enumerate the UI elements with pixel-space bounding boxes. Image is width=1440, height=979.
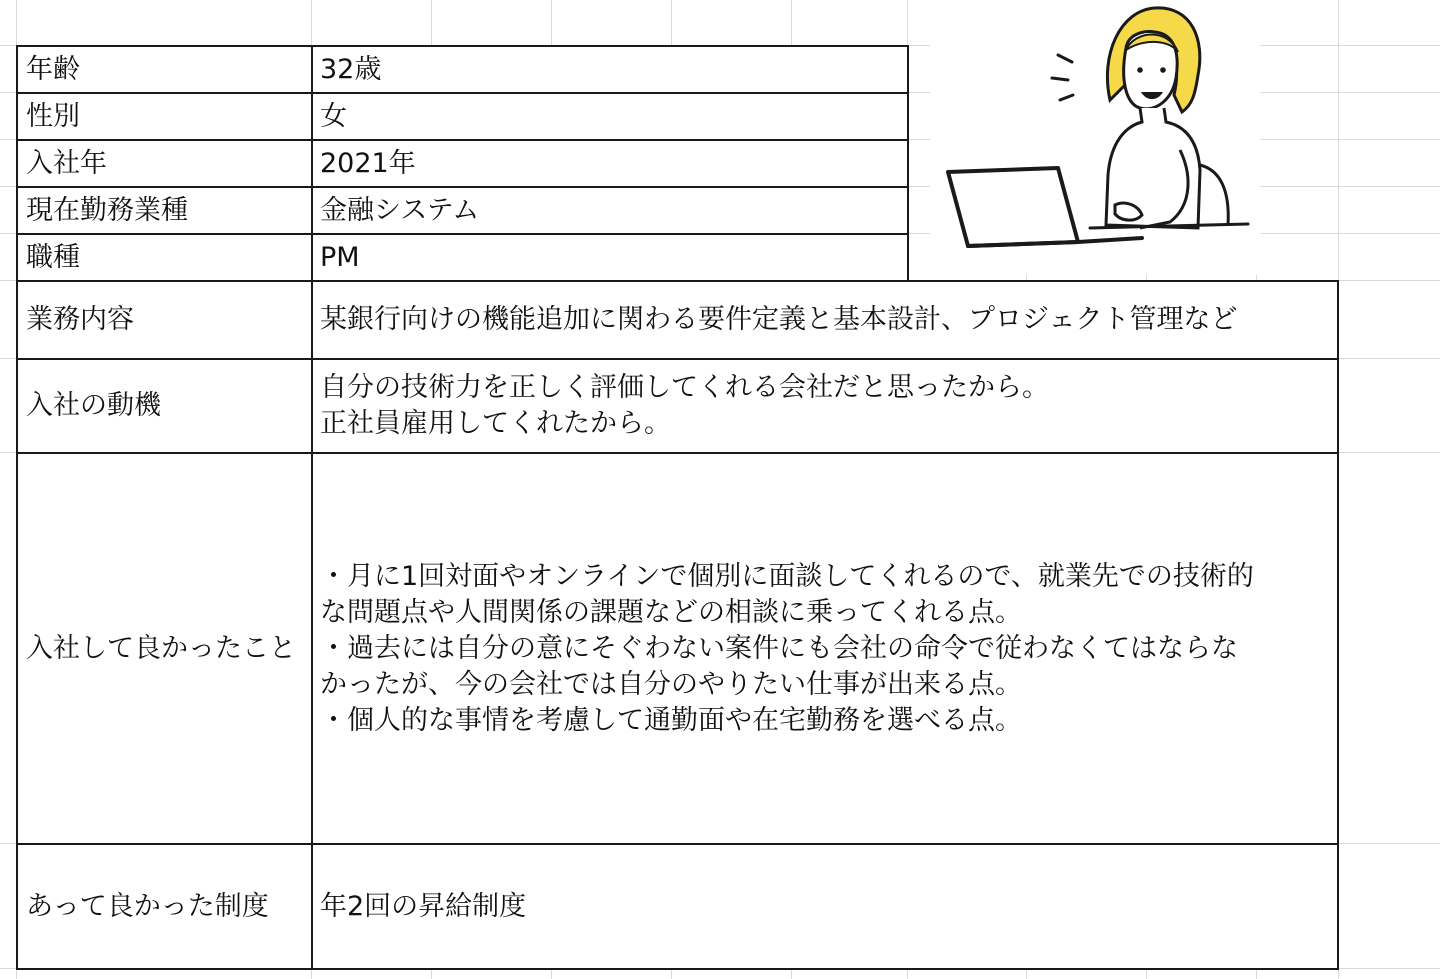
work-label[interactable] [16,280,313,360]
motive-label-text: 入社の動機 [26,390,161,421]
good-point-line: な問題点や人間関係の課題などの相談に乗ってくれる点。 [320,596,1022,628]
good-points-label[interactable] [16,452,313,845]
motive-label[interactable] [16,358,313,454]
good-point-line: ・個人的な事情を考慮して通勤面や在宅勤務を選べる点。 [320,704,1022,736]
job-label[interactable] [16,233,313,282]
join-year-label[interactable] [16,139,313,188]
join-year-value-text: 2021年 [320,147,416,179]
join-year-label-text: 入社年 [26,147,107,179]
job-value-text: PM [320,241,360,273]
motive-line: 正社員雇用してくれたから。 [320,408,671,439]
good-points-label-text: 入社して良かったこと [26,632,296,664]
job-label-text: 職種 [26,241,80,273]
industry-value-text: 金融システム [320,194,480,226]
system-value-text: 年2回の昇給制度 [320,890,527,922]
industry-label-text: 現在勤務業種 [26,194,188,226]
industry-value[interactable] [311,186,909,235]
work-value[interactable] [311,280,1339,360]
system-value[interactable] [311,843,1339,970]
age-value-text: 32歳 [320,53,382,85]
good-point-line: かったが、今の会社では自分のやりたい仕事が出来る点。 [320,668,1022,700]
gender-value-text: 女 [320,100,347,132]
gender-value[interactable] [311,92,909,141]
motive-line: 自分の技術力を正しく評価してくれる会社だと思ったから。 [320,372,1049,403]
industry-label[interactable] [16,186,313,235]
gender-label[interactable] [16,92,313,141]
work-label-text: 業務内容 [26,304,134,335]
age-label-text: 年齢 [26,53,80,85]
system-label[interactable] [16,843,313,970]
good-point-line: ・過去には自分の意にそぐわない案件にも会社の命令で従わなくてはならな [320,632,1238,664]
good-points-value[interactable] [311,452,1339,845]
work-value-text: 某銀行向けの機能追加に関わる要件定義と基本設計、プロジェクト管理など [320,304,1238,335]
job-value[interactable] [311,233,909,282]
age-value[interactable] [311,45,909,94]
good-point-line: ・月に1回対面やオンラインで個別に面談してくれるので、就業先での技術的 [320,560,1254,592]
system-label-text: あって良かった制度 [26,890,269,922]
woman-with-laptop-icon [930,0,1260,275]
join-year-value[interactable] [311,139,909,188]
gender-label-text: 性別 [26,100,80,132]
motive-value[interactable] [311,358,1339,454]
age-label[interactable] [16,45,313,94]
